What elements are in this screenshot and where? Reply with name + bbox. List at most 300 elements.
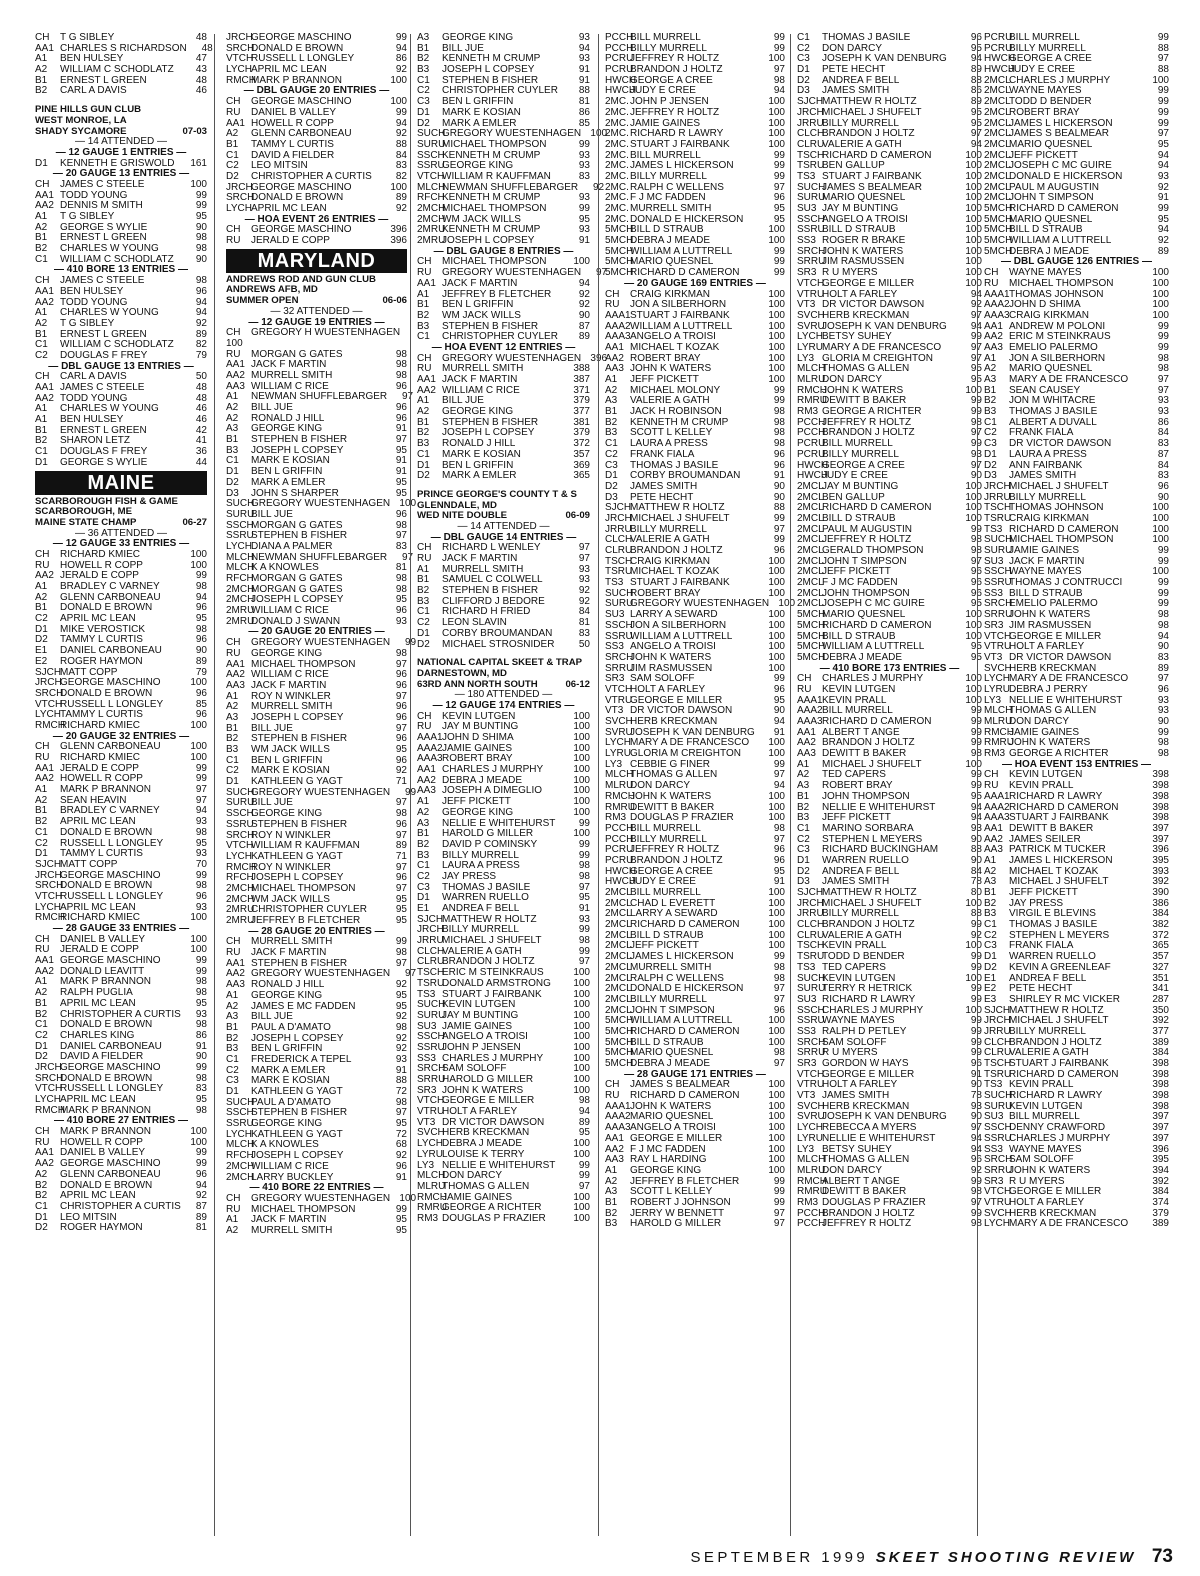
score: 100 <box>965 480 982 492</box>
score: 94 <box>970 812 982 824</box>
class-code: A2 <box>35 591 48 603</box>
class-code: 2MCL <box>605 972 632 984</box>
score: 369 <box>573 459 590 471</box>
shooter-name: JEFFREY R HOLTZ <box>630 106 720 118</box>
score: 95 <box>773 213 785 225</box>
class-code: SR3 <box>797 1058 817 1069</box>
result-row <box>984 792 1169 803</box>
score: 100 <box>768 812 785 824</box>
shooter-name: STEPHEN B FISHER <box>251 530 348 542</box>
score: 97 <box>402 391 414 403</box>
score: 100 <box>573 1084 590 1096</box>
class-code: A3 <box>417 817 430 829</box>
shooter-name: RALPH C WELLENS <box>630 972 724 984</box>
score: 99 <box>970 983 982 995</box>
shooter-name: STEPHEN L MEYERS <box>822 833 923 845</box>
score: 99 <box>1157 726 1169 738</box>
shooter-name: GEORGE MASCHINO <box>60 955 161 967</box>
score: 396 <box>390 224 407 236</box>
score: 96 <box>773 854 785 866</box>
shooter-name: RUSSELL L LONGLEY <box>60 1083 164 1095</box>
class-code: RMRU <box>984 737 1014 749</box>
shooter-name: CHARLES W YOUNG <box>60 307 159 319</box>
result-row <box>984 824 1169 835</box>
shooter-name: ANDREA F BELL <box>822 865 900 877</box>
class-code: CLCH <box>417 945 445 957</box>
class-code: PCRU <box>605 844 634 856</box>
shooter-name: JEFFREY R HOLTZ <box>822 1218 912 1230</box>
class-code: SS3 <box>797 1025 816 1037</box>
class-code: C1 <box>226 754 239 766</box>
score: 98 <box>195 987 207 999</box>
class-code: AA1 <box>417 277 436 289</box>
shooter-name: MARK P BRANNON <box>60 784 151 796</box>
class-code: AA2 <box>797 737 816 749</box>
shooter-name: GEORGE KING <box>251 808 323 820</box>
club-heading: PINE HILLS GUN CLUB <box>35 104 142 116</box>
result-row <box>417 840 590 851</box>
shooter-name: BILL MURRELL <box>822 705 893 717</box>
score: 98 <box>1157 609 1169 621</box>
shooter-name: DEWITT B BAKER <box>1009 822 1094 834</box>
score: 99 <box>395 1203 407 1215</box>
shooter-name: JOSEPH L COPSEY <box>251 1032 344 1044</box>
shooter-name: MARIO QUESNEL <box>630 1111 714 1123</box>
class-code: SSRU <box>605 630 633 642</box>
shooter-name: GEORGE KING <box>442 160 514 172</box>
shooter-name: BRANDON J HOLTZ <box>442 956 535 968</box>
class-code: VTRU <box>797 288 825 300</box>
event-header: — 28 GAUGE 20 ENTRIES — <box>248 925 385 937</box>
score: 98 <box>195 976 207 988</box>
class-code: AAA3 <box>984 309 1010 321</box>
shooter-name: GEORGE MASCHINO <box>251 96 352 108</box>
attendance-line: — 36 ATTENDED — <box>74 527 168 539</box>
score: 395 <box>1152 854 1169 866</box>
class-code: 2MC. <box>605 203 629 214</box>
shooter-name: HAROLD G MILLER <box>442 828 534 840</box>
shooter-name: BILL MURRELL <box>630 149 701 161</box>
score: 98 <box>395 647 407 659</box>
shooter-name: JEFFREY B FLETCHER <box>251 915 361 926</box>
result-row <box>226 820 407 831</box>
class-code: C1 <box>417 860 430 872</box>
class-code: PCRU <box>797 448 826 460</box>
score: 100 <box>768 288 785 300</box>
score: 97 <box>395 1107 407 1119</box>
score: 100 <box>573 742 590 754</box>
class-code: SUCH <box>417 999 446 1011</box>
shooter-name: CHARLES J MURPHY <box>442 764 544 776</box>
score: 99 <box>195 1147 207 1159</box>
score: 46 <box>195 85 207 97</box>
score: 357 <box>573 448 590 460</box>
class-code: TS3 <box>797 961 816 973</box>
shooter-name: ANGELO A TROISI <box>630 1122 716 1134</box>
shooter-name: JOSEPH L COPSEY <box>251 872 344 884</box>
shooter-name: GEORGE KING <box>442 32 514 43</box>
score: 99 <box>1157 106 1169 118</box>
shooter-name: APRIL MC LEAN <box>60 816 136 828</box>
score: 100 <box>190 741 207 753</box>
class-code: SSCH <box>984 1122 1012 1134</box>
score: 398 <box>1152 780 1169 792</box>
shooter-name: JEFFREY R HOLTZ <box>630 53 720 65</box>
state-banner: MARYLAND <box>226 249 407 273</box>
shooter-name: MICHAEL T KOZAK <box>630 566 720 578</box>
shooter-name: KENNETH M CRUMP <box>442 149 541 161</box>
result-row <box>984 653 1169 664</box>
class-code: AA2 <box>226 669 245 681</box>
score: 98 <box>773 427 785 439</box>
class-code: JRCH <box>226 181 253 193</box>
shooter-name: DANIEL CARBONEAU <box>60 645 162 657</box>
shooter-name: GEORGE E MILLER <box>822 277 915 289</box>
score: 97 <box>773 983 785 995</box>
shooter-name: RICHARD R LAWRY <box>1009 1090 1103 1102</box>
class-code: C2 <box>797 833 810 845</box>
shooter-name: JOHN P JENSEN <box>630 96 709 108</box>
class-code: A1 <box>226 1214 239 1226</box>
shooter-name: MICHAEL J SHUFELT <box>442 935 542 947</box>
score: 98 <box>1157 352 1169 364</box>
class-code: RU <box>226 348 241 360</box>
class-code: B3 <box>605 427 618 439</box>
shooter-name: PAUL A D'AMATO <box>251 1096 331 1108</box>
class-code: VTCH <box>984 1186 1012 1198</box>
score: 398 <box>1152 769 1169 781</box>
shooter-name: GEORGE KING <box>442 406 514 418</box>
class-code: HWCH <box>605 74 637 86</box>
class-code: 5MCH <box>605 235 634 247</box>
class-code: A3 <box>984 876 997 888</box>
class-code: C3 <box>417 881 430 893</box>
class-code: JRCH <box>226 32 253 43</box>
shooter-name: KEVIN PRALL <box>822 940 887 952</box>
shooter-name: BRANDON J HOLTZ <box>822 919 915 931</box>
score: 87 <box>1157 448 1169 460</box>
shooter-name: THOMAS G ALLEN <box>822 363 910 375</box>
shooter-name: GREGORY WUESTENHAGEN <box>251 1192 391 1204</box>
class-code: A1 <box>417 563 430 575</box>
class-code: TSRU <box>417 977 445 989</box>
score: 84 <box>970 865 982 877</box>
result-row <box>417 108 590 119</box>
shoot-name: MAINE STATE CHAMP <box>35 516 137 528</box>
class-code: D2 <box>797 865 810 877</box>
score: 93 <box>578 160 590 172</box>
score: 365 <box>1152 940 1169 952</box>
shooter-name: KEVIN LUTGEN <box>1009 769 1083 781</box>
class-code: CH <box>35 1126 50 1138</box>
class-code: JRRU <box>797 908 824 920</box>
shooter-name: JAMIE GAINES <box>442 1191 513 1203</box>
class-code: SS3 <box>605 641 624 653</box>
score: 93 <box>195 848 207 860</box>
score: 90 <box>970 833 982 845</box>
class-code: SURU <box>226 797 255 809</box>
class-code: CH <box>417 710 432 722</box>
class-code: PCRU <box>984 32 1013 43</box>
class-code: AAA3 <box>605 331 631 343</box>
class-code: MLCH <box>797 363 826 375</box>
attendance-line: — 180 ATTENDED — <box>454 689 553 701</box>
shooter-name: RICHARD D CAMERON <box>822 716 932 727</box>
score: 100 <box>1152 74 1169 86</box>
score: 97 <box>773 64 785 76</box>
score: 398 <box>1152 812 1169 824</box>
score: 93 <box>578 574 590 586</box>
shooter-name: DR VICTOR DAWSON <box>1009 651 1112 663</box>
shooter-name: JEFFREY R HOLTZ <box>822 416 912 428</box>
score: 379 <box>1152 1207 1169 1219</box>
shooter-name: JAY PRESS <box>1009 897 1064 909</box>
score: 95 <box>970 363 982 375</box>
class-code: B1 <box>35 602 48 614</box>
class-code: 2MCL <box>984 128 1011 140</box>
shooter-name: DOUGLAS P FRAZIER <box>442 1212 546 1224</box>
class-code: 2MCL <box>605 919 632 931</box>
shooter-name: MICHAEL J SHUFELT <box>1009 1015 1109 1027</box>
class-code: CLRU <box>417 956 445 968</box>
score: 94 <box>578 42 590 54</box>
score: 71 <box>395 850 407 862</box>
score: 100 <box>768 96 785 108</box>
class-code: A1 <box>35 211 48 222</box>
score: 99 <box>195 200 207 212</box>
score <box>381 339 407 350</box>
score: 100 <box>768 919 785 931</box>
shooter-name: CHARLES KING <box>60 1029 135 1041</box>
class-code: SRCH <box>984 1154 1013 1166</box>
score: 97 <box>773 181 785 193</box>
result-row <box>226 649 407 660</box>
shooter-name: JOHN THOMPSON <box>822 587 910 599</box>
score: 350 <box>1152 1004 1169 1016</box>
shooter-name: JOHN K WATERS <box>822 384 904 396</box>
class-code: PCRU <box>605 53 634 65</box>
shooter-name: DANIEL B VALLEY <box>251 106 337 118</box>
shooter-name: DOUGLAS P FRAZIER <box>630 812 734 824</box>
class-code: 2MCH <box>226 893 255 905</box>
score: 100 <box>768 363 785 375</box>
score: 99 <box>195 570 207 582</box>
result-row <box>984 311 1169 322</box>
shooter-name: HERB KRECKMAN <box>1009 1207 1097 1219</box>
class-code: VTCH <box>605 683 633 695</box>
score: 95 <box>395 476 407 488</box>
shooter-name: RICHARD KMIEC <box>60 719 141 731</box>
shooter-name: T G SIBLEY <box>60 317 115 329</box>
class-code: MLRU <box>797 1164 826 1176</box>
class-code: RMCH <box>226 861 256 873</box>
class-code: CLRU <box>797 929 825 941</box>
score: 91 <box>970 1068 982 1080</box>
shooter-name: MORGAN G GATES <box>251 519 343 531</box>
shoot-date: 06-27 <box>182 516 207 528</box>
class-code: SJCH <box>605 502 632 514</box>
shooter-name: VALERIE A GATH <box>822 138 902 150</box>
score: 84 <box>395 149 407 161</box>
class-code: B2 <box>35 1008 48 1020</box>
shooter-name: MARK P BRANNON <box>60 976 151 988</box>
class-code: RFCH <box>226 872 254 884</box>
score: 94 <box>1157 630 1169 642</box>
score: 78 <box>970 1090 982 1102</box>
shooter-name: K A KNOWLES <box>251 562 319 574</box>
shooter-name: BILL MURRELL <box>630 887 701 898</box>
shooter-name: SHARON LETZ <box>60 435 131 447</box>
shooter-name: DONALD E BROWN <box>60 1179 153 1191</box>
class-code: C2 <box>417 617 430 629</box>
class-code: LY3 <box>984 694 1002 706</box>
shooter-name: JOSEPH L COPSEY <box>251 1150 344 1162</box>
shooter-name: FRANK FIALA <box>630 448 695 460</box>
score: 89 <box>195 328 207 340</box>
shooter-name: STUART J FAIRBANK <box>630 138 730 150</box>
score: 95 <box>395 1214 407 1226</box>
score: 90 <box>773 705 785 717</box>
score: 99 <box>1157 117 1169 129</box>
result-row <box>605 1166 785 1177</box>
shooter-name: GEORGE KING <box>251 647 323 659</box>
shooter-name: JACK F MARTIN <box>442 374 518 385</box>
score: 92 <box>970 1164 982 1176</box>
result-row <box>226 236 407 247</box>
attendance-line: — 14 ATTENDED — <box>457 520 550 532</box>
shooter-name: JERALD E COPP <box>60 944 139 956</box>
shooter-name: JAMES C STEELE <box>60 178 145 190</box>
shooter-name: ANDREA F BELL <box>1009 972 1087 984</box>
shooter-name: MARK E KOSIAN <box>442 448 521 460</box>
shooter-name: BILL MURRELL <box>1009 32 1080 43</box>
class-code: AAA3 <box>417 753 443 765</box>
shooter-name: BILL D STRAUB <box>822 630 896 642</box>
score: 99 <box>773 1196 785 1208</box>
score: 98 <box>195 826 207 838</box>
class-code: SURU <box>417 138 446 150</box>
score: 99 <box>970 406 982 418</box>
score: 83 <box>578 627 590 639</box>
result-row <box>35 86 207 97</box>
score: 97 <box>1157 673 1169 685</box>
shooter-name: MARK E KOSIAN <box>251 765 330 777</box>
shooter-name: RICHARD D CAMERON <box>1009 801 1119 813</box>
shooter-name: ERNEST L GREEN <box>60 74 147 86</box>
score: 93 <box>578 224 590 236</box>
score: 99 <box>1157 341 1169 353</box>
shooter-name: RUSSELL L LONGLEY <box>60 698 164 710</box>
class-code: SS3 <box>797 235 816 247</box>
score: 84 <box>1157 427 1169 439</box>
shooter-name: WILLIAM C RICE <box>251 669 329 681</box>
shooter-name: JOHN T SIMPSON <box>630 1004 715 1016</box>
score: 100 <box>1152 512 1169 524</box>
class-code: PCCH <box>797 427 826 439</box>
result-row <box>797 1134 982 1145</box>
class-code: JRCH <box>605 512 632 524</box>
result-row <box>35 1031 207 1042</box>
score: 100 <box>768 619 785 631</box>
shooter-name: BRANDON J HOLTZ <box>822 737 915 749</box>
class-code: AA2 <box>35 773 54 785</box>
class-code: MLCH <box>226 562 255 574</box>
shooter-name: APRIL MC LEAN <box>60 901 136 913</box>
class-code: SRCH <box>797 1036 826 1048</box>
score: 86 <box>1157 416 1169 428</box>
score: 92 <box>195 317 207 329</box>
shooter-name: JEFFREY B FLETCHER <box>442 288 552 300</box>
class-code: SSRU <box>984 1132 1012 1144</box>
class-code: AA1 <box>226 658 245 670</box>
shooter-name: MORGAN G GATES <box>251 573 343 584</box>
score: 94 <box>578 1106 590 1118</box>
class-code: TSCH <box>984 502 1012 514</box>
class-code: 2MCL <box>605 940 632 952</box>
score: 99 <box>1157 555 1169 567</box>
score: 97 <box>773 1207 785 1219</box>
shooter-name: ROGER HAYMON <box>60 655 143 667</box>
class-code: SRCH <box>35 880 64 892</box>
shooter-name: WILLIAM R KAUFFMAN <box>442 170 551 182</box>
shooter-name: JEFF PICKETT <box>630 940 699 952</box>
score: 92 <box>1157 181 1169 193</box>
shooter-name: JIM RASMUSSEN <box>1009 619 1092 631</box>
score: 100 <box>965 235 982 247</box>
shooter-name: GREGORY WUESTENHAGEN <box>442 267 582 279</box>
class-code: LYCH <box>226 203 252 214</box>
shooter-name: RICHARD D CAMERON <box>1009 203 1119 214</box>
class-code: B1 <box>605 406 618 418</box>
shooter-name: MURRELL SMITH <box>630 961 712 973</box>
class-code: RU <box>226 947 241 959</box>
shooter-name: DONALD ARMSTRONG <box>442 977 551 989</box>
score: 100 <box>190 912 207 924</box>
class-code: RMCH <box>797 384 827 396</box>
class-code: JRCH <box>417 924 444 936</box>
shooter-name: MARIO QUESNEL <box>1009 138 1093 150</box>
shooter-name: THOMAS G ALLEN <box>630 769 718 781</box>
shooter-name: JAY M BUNTING <box>822 480 899 492</box>
score: 95 <box>1157 138 1169 150</box>
score: 398 <box>1152 1090 1169 1102</box>
shooter-name: ANN FAIRBANK <box>1009 459 1083 471</box>
score: 92 <box>395 1150 407 1162</box>
class-code: RMRU <box>417 1202 447 1214</box>
shooter-name: GEORGE KING <box>251 1118 323 1130</box>
score: 100 <box>965 384 982 396</box>
shooter-name: BILL D STRAUB <box>822 224 896 236</box>
shooter-name: CRAIG KIRKMAN <box>1009 512 1090 524</box>
class-code: 2MRU <box>226 915 255 926</box>
score: 89 <box>578 331 590 343</box>
class-code: C1 <box>35 253 48 265</box>
shooter-name: RAY L HARDING <box>630 1154 707 1166</box>
score: 48 <box>195 32 207 43</box>
score: 95 <box>578 1127 590 1139</box>
class-code: C2 <box>226 765 239 777</box>
result-row <box>226 1023 407 1034</box>
class-code: 5MCH <box>984 213 1013 225</box>
shooter-name: GREGORY WUESTENHAGEN <box>251 637 391 649</box>
result-row <box>35 999 207 1010</box>
result-row <box>984 279 1169 290</box>
score: 382 <box>1152 919 1169 931</box>
class-code: VT3 <box>417 1116 436 1128</box>
result-row <box>35 860 207 871</box>
score: 91 <box>578 235 590 247</box>
class-code: AAA2 <box>605 1111 631 1123</box>
